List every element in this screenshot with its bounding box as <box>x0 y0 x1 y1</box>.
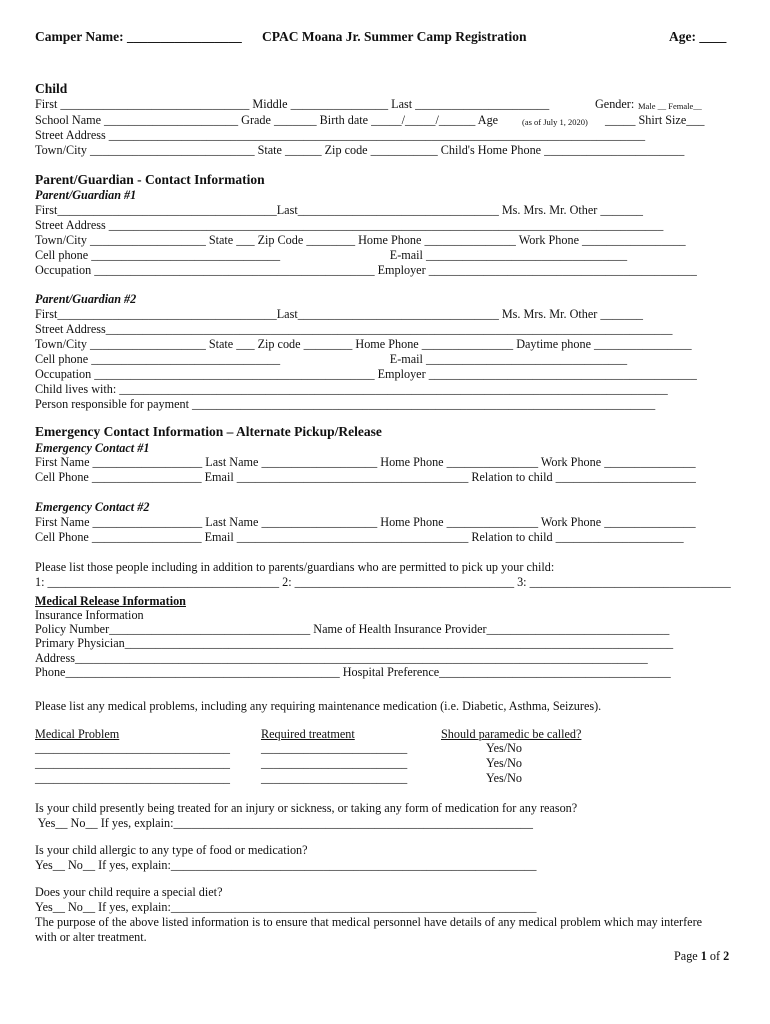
gender-options[interactable]: Male __ Female__ <box>638 101 702 111</box>
insurance-info-label: Insurance Information <box>35 608 144 622</box>
paramedic-col-header: Should paramedic be called? <box>441 727 582 741</box>
medical-problem-blank[interactable]: ________________________________ <box>35 771 230 785</box>
parent2-occupation-row[interactable]: Occupation ______________________________________________ Employer ____________________________________________ <box>35 367 697 381</box>
treatment-blank[interactable]: ________________________ <box>261 741 408 755</box>
form-title: CPAC Moana Jr. Summer Camp Registration <box>262 29 527 44</box>
pickup-prompt: Please list those people including in addition to parents/guardians who are permitted to pick up your child: <box>35 560 555 574</box>
child-lives-with-row[interactable]: Child lives with: __________________________________________________________________________________________ <box>35 382 668 396</box>
parent1-cell-row[interactable]: Cell phone _______________________________ E-mail _________________________________ <box>35 248 628 262</box>
emergency2-heading: Emergency Contact #2 <box>35 500 150 514</box>
parent2-heading: Parent/Guardian #2 <box>35 292 137 306</box>
parent2-name-row[interactable]: First____________________________________Last_________________________________ Ms. Mrs. Mr. Other _______ <box>35 307 644 321</box>
parent1-occupation-row[interactable]: Occupation ______________________________________________ Employer ____________________________________________ <box>35 263 697 277</box>
purpose-statement-line2: with or alter treatment. <box>35 930 147 944</box>
medical-problem-blank[interactable]: ________________________________ <box>35 741 230 755</box>
emergency2-name-row[interactable]: First Name __________________ Last Name ___________________ Home Phone _______________ Work Phone _______________ <box>35 515 696 529</box>
parent-section-heading: Parent/Guardian - Contact Information <box>35 172 265 187</box>
child-section-heading: Child <box>35 81 68 96</box>
required-treatment-col-header: Required treatment <box>261 727 355 741</box>
medical-problems-prompt: Please list any medical problems, including any requiring maintenance medication (i.e. Diabetic, Asthma, Seizures). <box>35 699 602 713</box>
parent2-address-row[interactable]: Street Address_____________________________________________________________________________________________ <box>35 322 673 336</box>
treatment-question: Is your child presently being treated for an injury or sickness, or taking any form of medication for any reason? <box>35 801 578 815</box>
allergy-question: Is your child allergic to any type of food or medication? <box>35 843 308 857</box>
emergency1-cell-row[interactable]: Cell Phone __________________ Email ______________________________________ Relation to child _______________________ <box>35 470 696 484</box>
emergency1-heading: Emergency Contact #1 <box>35 441 150 455</box>
child-school-row[interactable]: School Name ______________________ Grade _______ Birth date _____/_____/______ Age <box>35 113 499 127</box>
paramedic-yes-no[interactable]: Yes/No <box>486 771 523 785</box>
purpose-statement-line1: The purpose of the above listed information is to ensure that medical personnel have details of any medical problem which may interfere <box>35 915 703 929</box>
emergency1-name-row[interactable]: First Name __________________ Last Name ___________________ Home Phone _______________ Work Phone _______________ <box>35 455 696 469</box>
page-mid: of <box>706 949 724 963</box>
emergency-section-heading: Emergency Contact Information – Alternate Pickup/Release <box>35 424 382 439</box>
parent1-town-row[interactable]: Town/City ___________________ State ___ Zip Code ________ Home Phone _______________ Work Phone _________________ <box>35 233 686 247</box>
parent1-name-row[interactable]: First____________________________________Last_________________________________ Ms. Mrs. Mr. Other _______ <box>35 203 644 217</box>
treatment-answer-row[interactable]: Yes__ No__ If yes, explain:___________________________________________________________ <box>35 816 533 830</box>
emergency2-cell-row[interactable]: Cell Phone __________________ Email ______________________________________ Relation to child _____________________ <box>35 530 684 544</box>
medical-problem-col-header: Medical Problem <box>35 727 120 741</box>
parent1-address-row[interactable]: Street Address ___________________________________________________________________________________________ <box>35 218 664 232</box>
policy-number-row[interactable]: Policy Number_________________________________ Name of Health Insurance Provider______________________________ <box>35 622 670 636</box>
paramedic-yes-no[interactable]: Yes/No <box>486 741 523 755</box>
treatment-blank[interactable]: ________________________ <box>261 756 408 770</box>
page-number <box>674 949 729 963</box>
allergy-answer-row[interactable]: Yes__ No__ If yes, explain:____________________________________________________________ <box>35 858 537 872</box>
treatment-blank[interactable]: ________________________ <box>261 771 408 785</box>
paramedic-yes-no[interactable]: Yes/No <box>486 756 523 770</box>
page-current: 1 <box>700 949 707 963</box>
camper-name-field[interactable]: Camper Name: _________________ <box>35 29 242 44</box>
child-address-row[interactable]: Street Address ________________________________________________________________________________________ <box>35 128 646 142</box>
child-name-row[interactable]: First _______________________________ Middle ________________ Last ______________________ <box>35 97 550 111</box>
diet-question: Does your child require a special diet? <box>35 885 223 899</box>
age-field[interactable]: Age: ____ <box>669 29 727 44</box>
pickup-list-row[interactable]: 1: ______________________________________ 2: ____________________________________ 3: _________________________________ <box>35 575 731 589</box>
page-total: 2 <box>723 949 730 963</box>
shirt-size-field[interactable]: _____ Shirt Size___ <box>605 113 705 127</box>
medical-problem-blank[interactable]: ________________________________ <box>35 756 230 770</box>
diet-answer-row[interactable]: Yes__ No__ If yes, explain:____________________________________________________________ <box>35 900 537 914</box>
medical-address-row[interactable]: Address______________________________________________________________________________________________ <box>35 651 648 665</box>
medical-section-heading: Medical Release Information <box>35 594 186 608</box>
child-town-row[interactable]: Town/City ___________________________ State ______ Zip code ___________ Child's Home Phone _______________________ <box>35 143 685 157</box>
physician-row[interactable]: Primary Physician__________________________________________________________________________________________ <box>35 636 674 650</box>
page-prefix: Page <box>674 949 701 963</box>
gender-label: Gender: <box>595 97 635 111</box>
age-as-of-note: (as of July 1, 2020) <box>522 117 588 127</box>
parent1-heading: Parent/Guardian #1 <box>35 188 137 202</box>
payment-responsible-row[interactable]: Person responsible for payment ____________________________________________________________________________ <box>35 397 656 411</box>
parent2-town-row[interactable]: Town/City ___________________ State ___ Zip code ________ Home Phone _______________ Daytime phone ________________ <box>35 337 692 351</box>
parent2-cell-row[interactable]: Cell phone _______________________________ E-mail _________________________________ <box>35 352 628 366</box>
medical-phone-row[interactable]: Phone_____________________________________________ Hospital Preference______________________________________ <box>35 665 671 679</box>
